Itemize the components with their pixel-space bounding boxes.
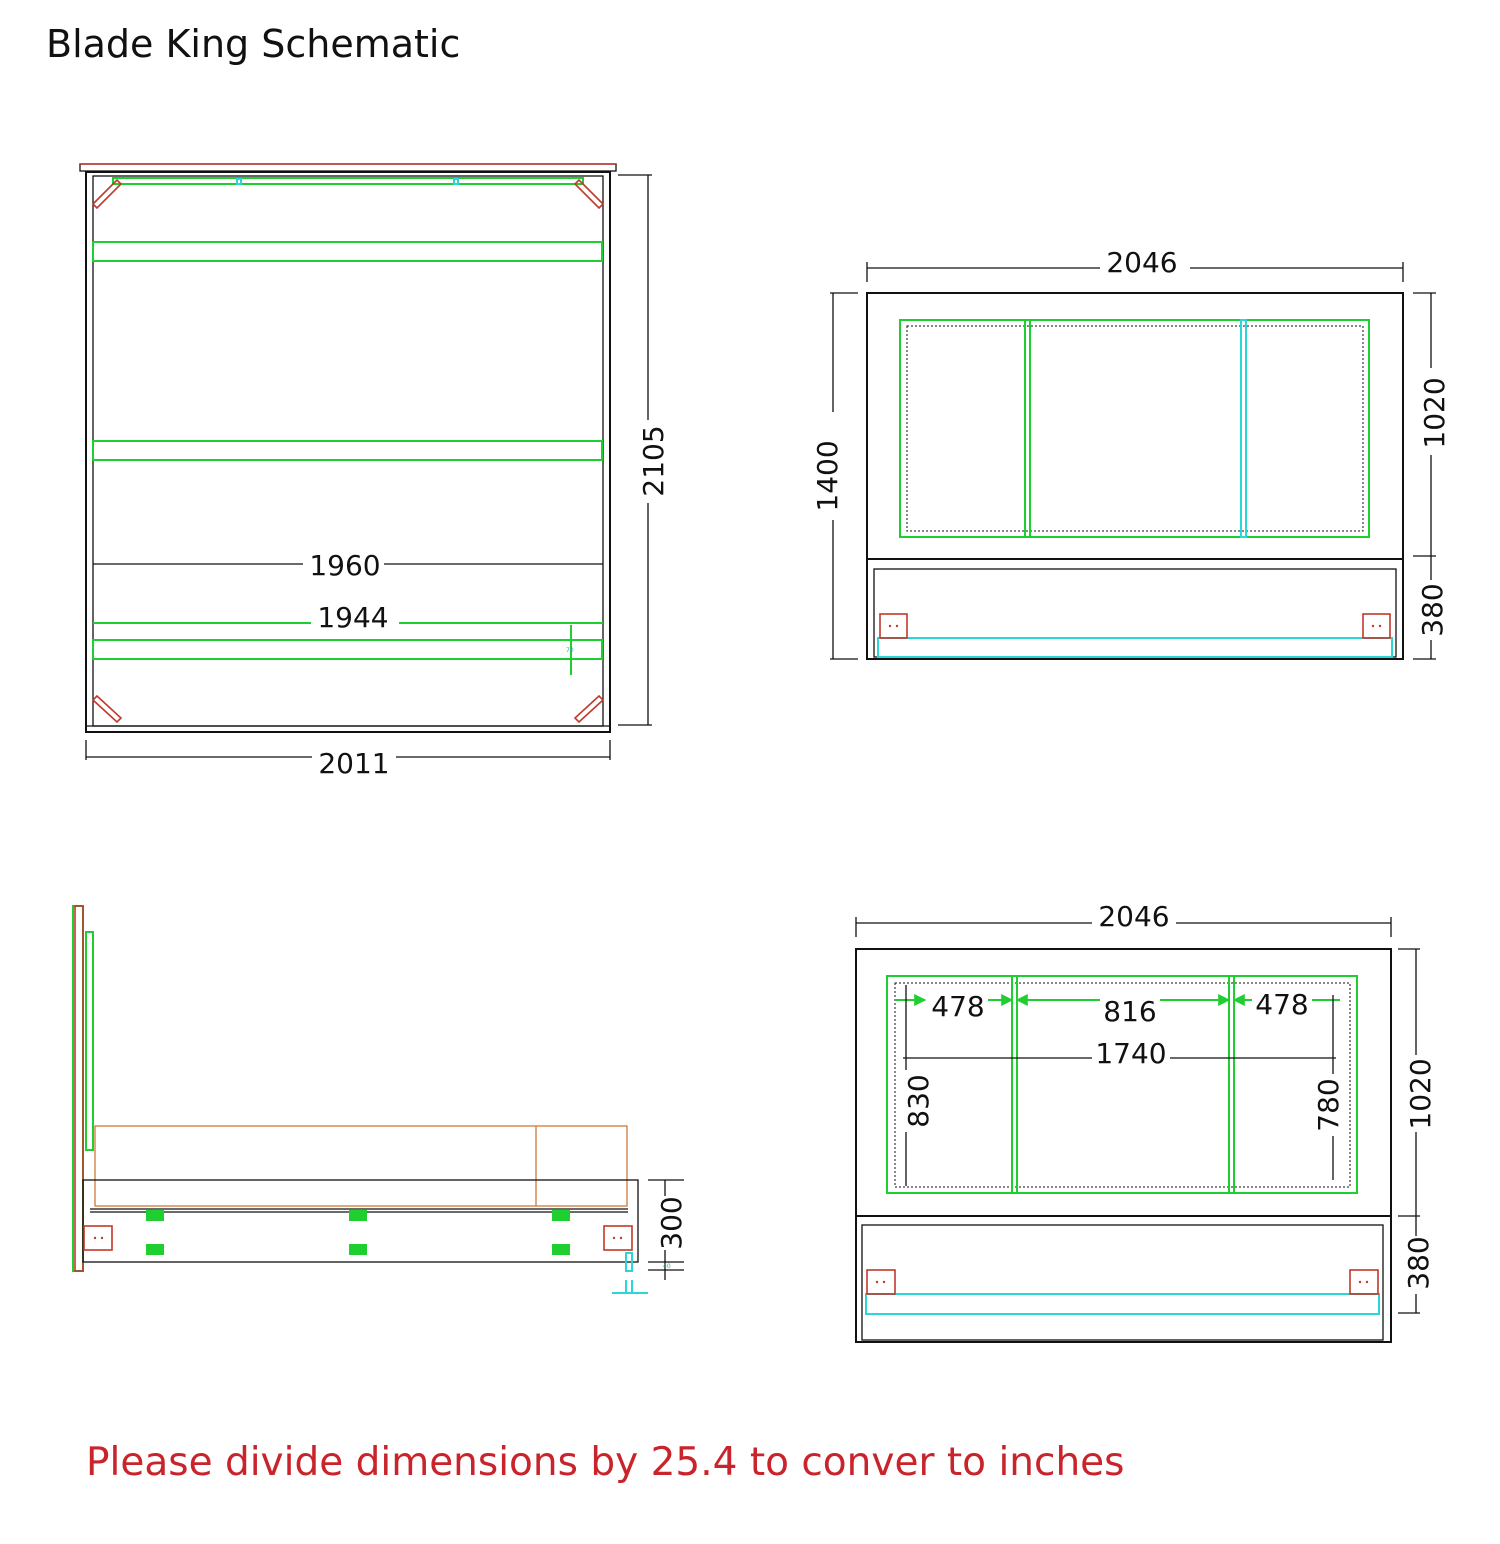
slat [93,242,602,261]
dim-left-panel: 478 [931,990,985,1023]
dim-overall-width: 2011 [318,747,390,780]
conversion-note: Please divide dimensions by 25.4 to conver to inches [86,1440,1125,1485]
front-headboard-outline [867,293,1403,659]
dim-headboard-height-2: 1020 [1404,1058,1437,1130]
dim-middle-panel: 816 [1103,995,1157,1028]
slat [93,441,602,460]
front-view-bottom [856,900,1437,1342]
top-view-frame [86,172,610,732]
dim-base-height: 380 [1416,583,1449,637]
dim-total-height: 1400 [811,440,844,512]
top-view-headboard [80,164,616,171]
mattress [95,1126,627,1206]
dim-left-height: 830 [902,1074,935,1128]
side-view [73,906,688,1293]
dim-slat-width: 1944 [317,601,389,634]
slat [93,640,602,659]
dim-inner-width: 1960 [309,549,381,582]
dim-headboard-height: 1020 [1418,377,1451,449]
dim-right-panel: 478 [1255,988,1309,1021]
dim-length: 2105 [637,425,670,497]
dim-right-height: 780 [1312,1078,1345,1132]
small-dim-label: 70 [566,647,574,654]
dim-front-width: 2046 [1106,246,1178,279]
dim-panel-span: 1740 [1095,1037,1167,1070]
dim-base-height-2: 380 [1402,1236,1435,1290]
small-side-label: 40 [663,1263,671,1270]
front-view-top [811,246,1451,659]
page-title: Blade King Schematic [46,22,461,66]
dim-side-height: 300 [655,1196,688,1250]
top-view [80,164,670,780]
dim-front-width-2: 2046 [1098,900,1170,933]
